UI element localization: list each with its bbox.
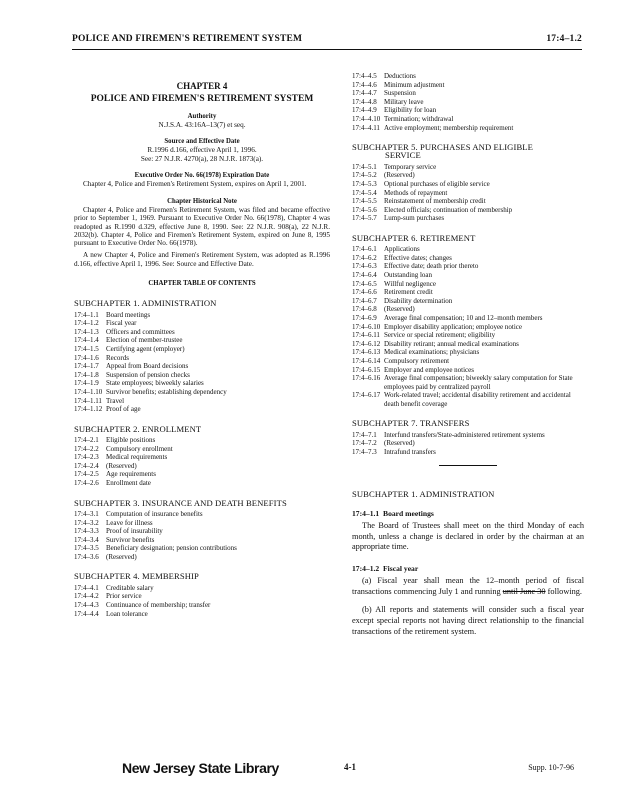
chapter-title: POLICE AND FIREMEN'S RETIREMENT SYSTEM — [90, 94, 314, 105]
toc-section-title: Disability determination — [384, 296, 453, 305]
toc-section-title: (Reserved) — [106, 552, 137, 561]
authority-text: N.J.S.A. 43:16A–13(7) et seq. — [158, 120, 246, 129]
toc-section-number: 17:4–6.10 — [352, 322, 381, 331]
toc-section-number: 17:4–1.8 — [74, 370, 99, 379]
source-text: R.1996 d.166, effective April 1, 1996. — [147, 146, 257, 155]
supplement-date: Supp. 10-7-96 — [528, 763, 574, 772]
toc-section-title: Survivor benefits — [106, 535, 155, 544]
toc-section-number: 17:4–4.7 — [352, 89, 377, 98]
toc-section-number: 17:4–6.1 — [352, 245, 377, 254]
toc-section-title: Suspension — [384, 89, 416, 98]
toc-section-title: Minimum adjustment — [384, 80, 445, 89]
toc-section-title: Compulsory retirement — [384, 356, 450, 365]
toc-section-title: Beneficiary designation; pension contributions — [106, 544, 237, 553]
toc-subchapter-title-cont: SERVICE — [385, 150, 421, 161]
toc-section-title: Methods of repayment — [384, 188, 448, 197]
source-see: See: 27 N.J.R. 4270(a), 28 N.J.R. 1873(a). — [140, 154, 264, 163]
toc-section-number: 17:4–4.8 — [352, 97, 377, 106]
toc-section-title: Willful negligence — [384, 279, 437, 288]
toc-subchapter-title: SUBCHAPTER 1. ADMINISTRATION — [74, 298, 217, 309]
toc-section-number: 17:4–1.7 — [74, 362, 99, 371]
toc-section-number: 17:4–5.6 — [352, 205, 377, 214]
section-divider — [439, 465, 497, 466]
toc-section-number: 17:4–3.4 — [74, 535, 99, 544]
toc-section-title: Creditable salary — [106, 583, 154, 592]
toc-section-number: 17:4–6.15 — [352, 365, 381, 374]
toc-section-number: 17:4–4.9 — [352, 106, 377, 115]
toc-section-number: 17:4–6.4 — [352, 270, 377, 279]
toc-section-title: Reinstatement of membership credit — [384, 197, 486, 206]
toc-section-number: 17:4–6.13 — [352, 348, 381, 357]
toc-section-title: Records — [106, 353, 129, 362]
toc-section-title: Medical examinations; physicians — [384, 348, 480, 357]
toc-section-number: 17:4–3.3 — [74, 527, 99, 536]
toc-subchapter-title: SUBCHAPTER 3. INSURANCE AND DEATH BENEFITS — [74, 497, 287, 508]
toc-section-title: Optional purchases of eligible service — [384, 179, 490, 188]
toc-section-number: 17:4–5.7 — [352, 214, 377, 223]
toc-section-title: Suspension of pension checks — [106, 370, 190, 379]
toc-section-title: Employer and employee notices — [384, 365, 474, 374]
toc-section-number: 17:4–2.1 — [74, 436, 99, 445]
toc-section-title: Effective date; death prior thereto — [384, 262, 479, 271]
toc-section-title: Effective dates; changes — [384, 253, 452, 262]
para-a-text: (a) Fiscal year shall mean the 12–month period of fiscal transactions commencing July 1 and running — [352, 576, 584, 596]
para-a-end: following. — [545, 586, 582, 596]
toc-section-number: 17:4–6.12 — [352, 339, 381, 348]
toc-section-number: 17:4–2.2 — [74, 444, 99, 453]
toc-subchapter-title: SUBCHAPTER 6. RETIREMENT — [352, 232, 476, 243]
toc-section-title: Temporary service — [384, 162, 437, 171]
toc-section-number: 17:4–6.11 — [352, 331, 380, 340]
left-column — [74, 62, 330, 618]
toc-section-number: 17:4–1.12 — [74, 405, 103, 414]
toc-section-number: 17:4–4.2 — [74, 592, 99, 601]
toc-section-title: Loan tolerance — [106, 609, 148, 618]
toc-heading: CHAPTER TABLE OF CONTENTS — [148, 280, 256, 288]
toc-section-number: 17:4–1.5 — [74, 345, 99, 354]
toc-section-title: Employer disability application; employee notice — [384, 322, 523, 331]
toc-section-title: Travel — [106, 396, 125, 405]
toc-section-title: Officers and committees — [106, 327, 175, 336]
toc-section-title: Appeal from Board decisions — [106, 362, 189, 371]
page-number: 4-1 — [344, 762, 356, 772]
toc-section-title: Medical requirements — [106, 453, 168, 462]
toc-section-number: 17:4–1.2 — [74, 319, 99, 328]
toc-subchapter-title: SUBCHAPTER 2. ENROLLMENT — [74, 423, 202, 434]
toc-section-title: Disability retirant; annual medical examinations — [384, 339, 519, 348]
section-1-1-body: The Board of Trustees shall meet on the third Monday of each month, unless a change is declared in order by the chairman at an appropriate time. — [352, 521, 584, 552]
toc-section-number: 17:4–1.9 — [74, 379, 99, 388]
history-heading: Chapter Historical Note — [167, 197, 237, 205]
toc-section-title: Elected officials; continuation of membership — [384, 205, 513, 214]
toc-section-title: Average final compensation; 10 and 12–month members — [384, 313, 543, 322]
section-1-1-heading — [352, 510, 584, 518]
toc-section-title: Certifying agent (employer) — [106, 345, 185, 354]
toc-section-number: 17:4–1.3 — [74, 327, 99, 336]
toc-section-title: Outstanding loan — [384, 270, 433, 279]
toc-section-title: Retirement credit — [384, 288, 433, 297]
toc-section-title: (Reserved) — [384, 305, 415, 314]
right-column — [352, 62, 584, 637]
toc-section-number: 17:4–3.6 — [74, 552, 99, 561]
toc-section-number: 17:4–1.6 — [74, 353, 99, 362]
toc-section-number: 17:4–5.1 — [352, 162, 377, 171]
toc-subchapter-title: SUBCHAPTER 5. PURCHASES AND ELIGIBLE SERVICE — [352, 143, 584, 160]
toc-section-number: 17:4–6.16 — [352, 374, 381, 383]
toc-entries — [352, 72, 584, 132]
toc-section-number: 17:4–5.2 — [352, 171, 377, 180]
toc-section-number: 17:4–4.11 — [352, 123, 380, 132]
history-text-1: Chapter 4, Police and Firemen's Retirement System, was filed and became effective prior to September 1, 1969. Pursuant to Executive Order No. 66(1978), Chapter 4 was readopted as R.1990 d.329, effective June 8, 1990. See: 22 N.J.R. 908(a), 22 N.J.R. 2032(b). Chapter 4, Police and Firemen's Retirement System, expired on June 8, 1995 pursuant to Executive Order No. 66(1978). — [74, 205, 330, 248]
toc-section-number: 17:4–3.2 — [74, 518, 99, 527]
toc-section-number: 17:4–5.4 — [352, 188, 377, 197]
toc-section-number: 17:4–4.10 — [352, 114, 381, 123]
toc-section-title: Continuance of membership; transfer — [106, 600, 211, 609]
section-title: Fiscal year — [383, 563, 419, 573]
toc-section-title: Interfund transfers/State-administered retirement systems — [384, 430, 545, 439]
toc-section-title: Work-related travel; accidental disability retirement and accidental death benefit coverage — [384, 391, 571, 408]
header-title: POLICE AND FIREMEN'S RETIREMENT SYSTEM — [72, 34, 303, 44]
toc-section-number: 17:4–5.3 — [352, 179, 377, 188]
toc-section-number: 17:4–6.7 — [352, 296, 377, 305]
toc-section-title: Average final compensation; biweekly salary computation for State employees paid by centralized payroll — [384, 374, 573, 391]
toc-section-title: Computation of insurance benefits — [106, 509, 203, 518]
toc-subchapter-title: SUBCHAPTER 4. MEMBERSHIP — [74, 571, 199, 582]
section-1-2-para-b: (b) All reports and statements will consider such a fiscal year except special reports not having direct relationship to the financial transactions of the retirement system. — [352, 605, 584, 636]
toc-section-number: 17:4–1.1 — [74, 310, 99, 319]
toc-section-number: 17:4–6.14 — [352, 356, 381, 365]
toc-entries — [74, 311, 330, 414]
section-1-2-para-a — [352, 576, 584, 597]
toc-section-number: 17:4–7.1 — [352, 430, 377, 439]
toc-section-number: 17:4–7.2 — [352, 439, 377, 448]
toc-section-title: Board meetings — [106, 310, 151, 319]
toc-section-title: Intrafund transfers — [384, 447, 436, 456]
toc-section-title: Proof of insurability — [106, 527, 163, 536]
running-header — [72, 34, 582, 48]
toc-section-title: Eligible positions — [106, 436, 156, 445]
toc-entries — [74, 436, 330, 488]
toc-right — [352, 72, 584, 457]
toc-section-number: 17:4–6.8 — [352, 305, 377, 314]
page-footer — [72, 760, 582, 784]
toc-section-title: Deductions — [384, 72, 416, 80]
authority-heading: Authority — [187, 112, 217, 120]
toc-section-number: 17:4–4.4 — [74, 609, 99, 618]
toc-section-number: 17:4–5.5 — [352, 197, 377, 206]
toc-entries — [352, 431, 584, 457]
struck-text: until June 30 — [502, 586, 546, 596]
toc-section-number: 17:4–1.11 — [74, 396, 102, 405]
section-title: Board meetings — [383, 508, 434, 518]
toc-section-title: (Reserved) — [106, 461, 137, 470]
toc-section-title: Lump-sum purchases — [384, 214, 445, 223]
toc-section-number: 17:4–2.5 — [74, 470, 99, 479]
toc-section-number: 17:4–3.5 — [74, 544, 99, 553]
toc-section-number: 17:4–2.6 — [74, 479, 99, 488]
toc-section-number: 17:4–4.1 — [74, 583, 99, 592]
header-section: 17:4–1.2 — [546, 34, 582, 44]
toc-section-number: 17:4–3.1 — [74, 509, 99, 518]
toc-section-number: 17:4–1.4 — [74, 336, 99, 345]
library-stamp: New Jersey State Library — [122, 760, 279, 776]
toc-section-number: 17:4–6.5 — [352, 279, 377, 288]
toc-section-title: (Reserved) — [384, 439, 415, 448]
toc-subchapter-title: SUBCHAPTER 7. TRANSFERS — [352, 418, 470, 429]
toc-section-title: Age requirements — [106, 470, 156, 479]
history-text-2: A new Chapter 4, Police and Firemen's Retirement System, was adopted as R.1996 d.166, effective April 1, 1996. See: Source and Effective Date. — [74, 251, 330, 268]
toc-section-title: Eligibility for loan — [384, 106, 437, 115]
toc-entries — [74, 510, 330, 562]
toc-section-number: 17:4–6.2 — [352, 253, 377, 262]
toc-section-title: Compulsory enrollment — [106, 444, 173, 453]
toc-section-number: 17:4–6.3 — [352, 262, 377, 271]
toc-section-title: Proof of age — [106, 405, 141, 414]
eo-heading: Executive Order No. 66(1978) Expiration Date — [134, 172, 270, 180]
toc-entries — [352, 245, 584, 408]
toc-section-title: Service or special retirement; eligibility — [384, 331, 496, 340]
text-subchapter-title: SUBCHAPTER 1. ADMINISTRATION — [352, 488, 495, 499]
section-number: 17:4–1.2 — [352, 563, 380, 573]
toc-section-number: 17:4–1.10 — [74, 387, 103, 396]
toc-section-number: 17:4–2.3 — [74, 453, 99, 462]
toc-section-title: Active employment; membership requirement — [384, 123, 514, 132]
toc-section-title: Leave for illness — [106, 518, 153, 527]
toc-section-title: Survivor benefits; establishing dependency — [106, 387, 227, 396]
toc-section-title: Military leave — [384, 97, 424, 106]
header-rule — [72, 49, 582, 50]
toc-entries — [74, 584, 330, 618]
toc-left — [74, 299, 330, 618]
toc-section-number: 17:4–4.6 — [352, 80, 377, 89]
section-1-2-heading — [352, 565, 584, 573]
toc-section-number: 17:4–6.6 — [352, 288, 377, 297]
toc-section-title: Election of member-trustee — [106, 336, 183, 345]
toc-section-number: 17:4–6.17 — [352, 391, 381, 400]
toc-section-number: 17:4–2.4 — [74, 461, 99, 470]
source-heading: Source and Effective Date — [164, 138, 240, 146]
toc-section-title: (Reserved) — [384, 171, 415, 180]
toc-section-number: 17:4–7.3 — [352, 447, 377, 456]
eo-text: Chapter 4, Police and Firemen's Retirement System, expires on April 1, 2001. — [83, 180, 307, 189]
toc-section-number: 17:4–6.9 — [352, 313, 377, 322]
toc-section-number: 17:4–4.5 — [352, 72, 377, 80]
toc-section-title: Enrollment date — [106, 479, 151, 488]
toc-section-title: Fiscal year — [106, 319, 137, 328]
toc-section-title: Termination; withdrawal — [384, 114, 454, 123]
toc-section-title: State employees; biweekly salaries — [106, 379, 204, 388]
chapter-label: CHAPTER 4 — [176, 81, 228, 91]
toc-section-title: Applications — [384, 245, 420, 254]
section-number: 17:4–1.1 — [352, 508, 380, 518]
toc-section-title: Prior service — [106, 592, 142, 601]
toc-section-number: 17:4–4.3 — [74, 600, 99, 609]
toc-entries — [352, 163, 584, 223]
